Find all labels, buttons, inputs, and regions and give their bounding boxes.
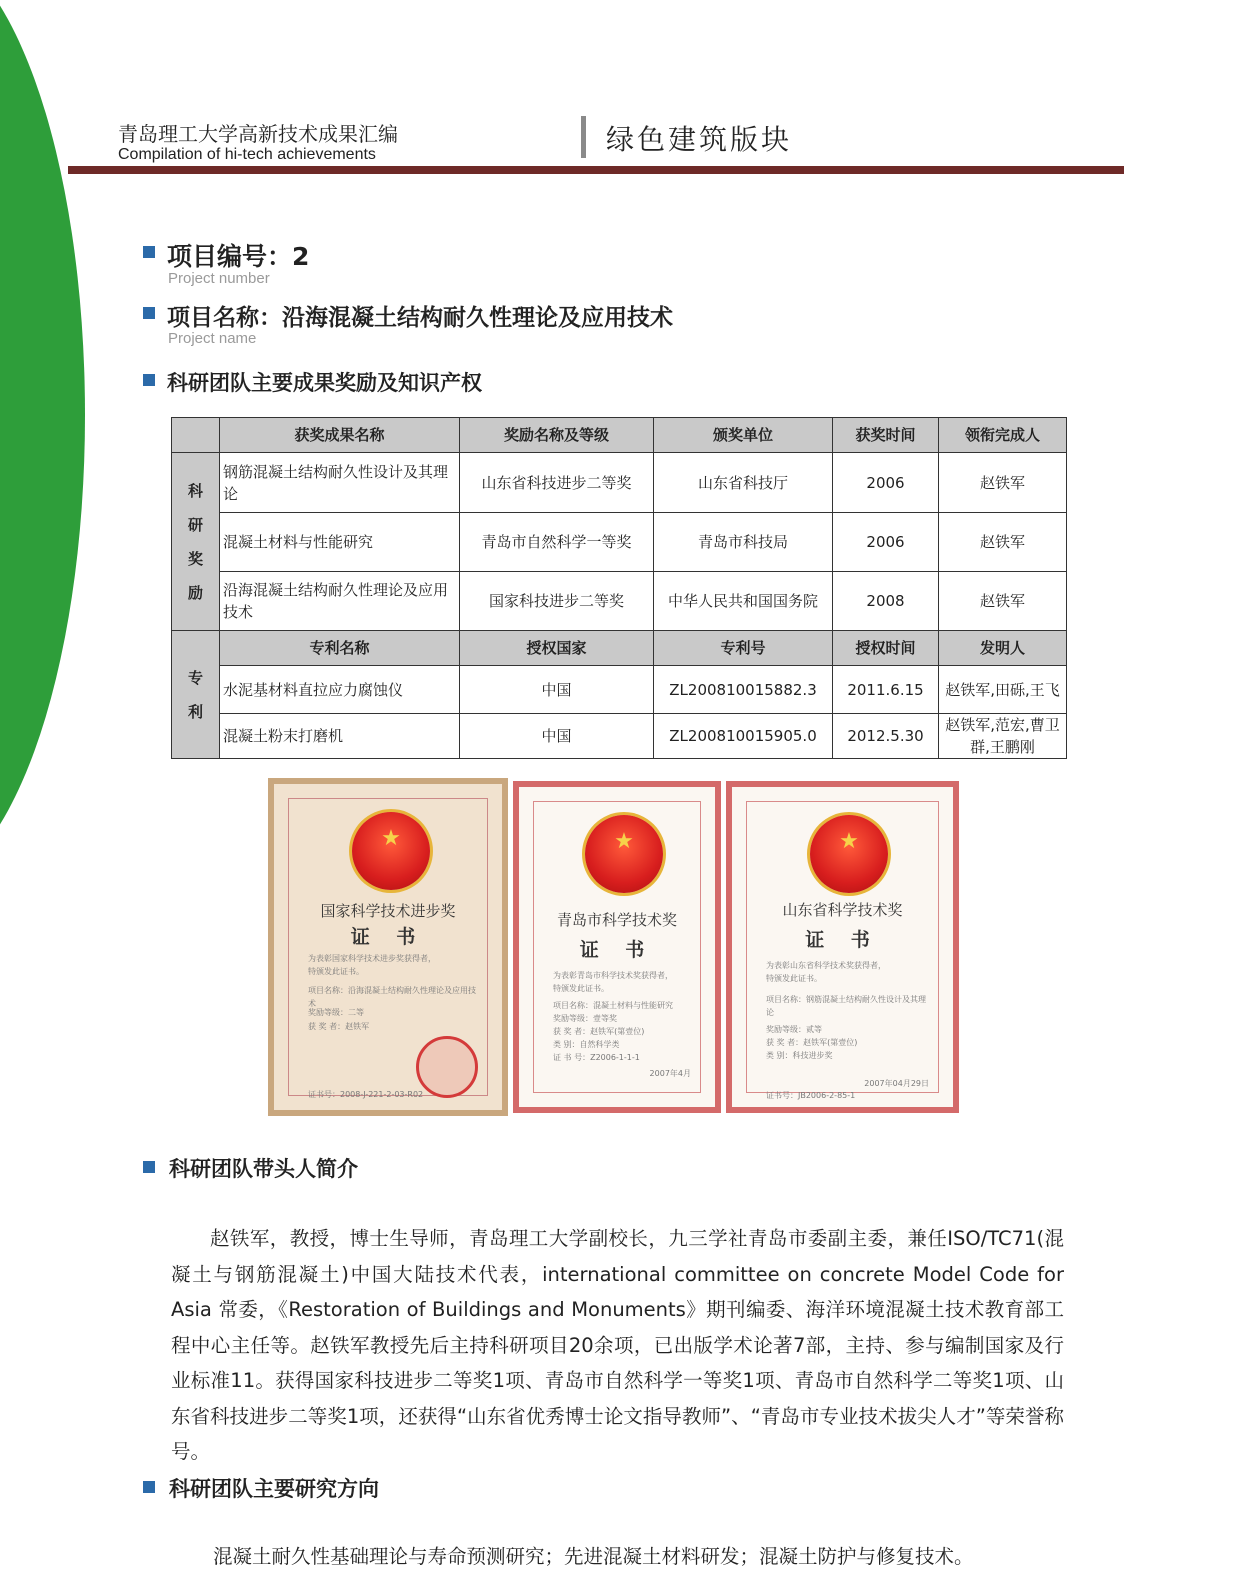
table-cell: 沿海混凝土结构耐久性理论及应用技术 xyxy=(220,572,460,631)
table-cell: 混凝土粉末打磨机 xyxy=(220,714,460,759)
certificate-title: 国家科学技术进步奖 xyxy=(320,902,456,920)
project-name-sub: Project name xyxy=(168,330,257,347)
column-header: 授权时间 xyxy=(833,631,939,666)
table-cell: 青岛市科技局 xyxy=(654,513,833,572)
project-number: 项目编号：2 xyxy=(167,242,310,271)
table-cell: 青岛市自然科学一等奖 xyxy=(460,513,654,572)
header-rule xyxy=(68,166,1124,174)
table-cell: 2011.6.15 xyxy=(833,666,939,714)
certificate-line: 项目名称：沿海混凝土结构耐久性理论及应用技术 xyxy=(308,986,476,1008)
project-name: 项目名称：沿海混凝土结构耐久性理论及应用技术 xyxy=(167,305,673,331)
certificate-line: 为表彰青岛市科学技术奖获得者， xyxy=(553,971,673,980)
side-char: 利 xyxy=(187,702,203,721)
table-cell: 2008 xyxy=(833,572,939,631)
side-char: 科 xyxy=(187,481,203,500)
side-char: 专 xyxy=(187,668,203,687)
certificate-line: 项目名称：钢筋混凝土结构耐久性设计及其理论 xyxy=(766,995,926,1017)
section-title: 绿色建筑版块 xyxy=(606,123,793,156)
column-header: 获奖成果名称 xyxy=(220,418,460,453)
awards-side-label xyxy=(172,453,220,631)
table-cell: 赵铁军 xyxy=(939,513,1067,572)
side-char: 励 xyxy=(187,583,203,602)
certificate-number: 证书号：JB2006-2-85-1 xyxy=(766,1091,856,1100)
certificate-number: 证书号：2008-J-221-2-03-R02 xyxy=(308,1090,424,1099)
national-emblem-icon: ★ xyxy=(352,812,430,890)
table-row xyxy=(172,572,1067,631)
leader-bio: 赵铁军，教授，博士生导师，青岛理工大学副校长，九三学社青岛市委副主委，兼任ISO/TC71(混凝土与钢筋混凝土)中国大陆技术代表，international committee on concrete Model Code for Asia 常委，《Restoration of Buildings and Monuments》期刊编委、海洋环境混凝土技术教育部工程中心主任等。赵铁军教授先后主持科研项目20余项，已出版学术论著7部，主持、参与编制国家及行业标准11。获得国家科技进步二等奖1项、青岛市自然科学一等奖1项、青岛市自然科学二等奖1项、山东省科技进步二等奖1项，还获得“山东省优秀博士论文指导教师”、“青岛市专业技术拔尖人才”等荣誉称号。 xyxy=(171,1227,1064,1463)
table-cell: 钢筋混凝土结构耐久性设计及其理论 xyxy=(220,453,460,513)
table-row xyxy=(172,513,1067,572)
table-row xyxy=(172,453,1067,513)
certificate-line: 为表彰国家科学技术进步奖获得者， xyxy=(308,954,436,963)
column-header: 专利号 xyxy=(654,631,833,666)
certificate-line: 获 奖 者：赵铁军(第壹位) xyxy=(553,1027,645,1036)
certificate-line: 奖励等级：贰等 xyxy=(766,1025,822,1034)
table-cell: ZL200810015905.0 xyxy=(654,714,833,759)
bullet-square-icon xyxy=(143,307,155,319)
certificate-book: 证 书 xyxy=(350,926,426,948)
certificate-line: 特颁发此证书。 xyxy=(766,974,822,983)
bullet-square-icon xyxy=(143,1481,155,1493)
direction-heading: 科研团队主要研究方向 xyxy=(169,1477,379,1501)
table-cell: 赵铁军,范宏,曹卫群,王鹏刚 xyxy=(939,714,1067,759)
header-divider xyxy=(581,116,586,158)
table-cell: 赵铁军,田砾,王飞 xyxy=(939,666,1067,714)
national-emblem-icon: ★ xyxy=(585,815,663,893)
table-cell: 2012.5.30 xyxy=(833,714,939,759)
table-cell: 山东省科技厅 xyxy=(654,453,833,513)
national-emblem-icon: ★ xyxy=(810,815,888,893)
table-cell: 中华人民共和国国务院 xyxy=(654,572,833,631)
table-row xyxy=(172,714,1067,759)
column-header: 奖励名称及等级 xyxy=(460,418,654,453)
certificate-line: 证 书 号：Z2006-1-1-1 xyxy=(553,1053,640,1062)
table-cell: 赵铁军 xyxy=(939,572,1067,631)
research-direction: 混凝土耐久性基础理论与寿命预测研究；先进混凝土材料研发；混凝土防护与修复技术。 xyxy=(213,1545,974,1568)
awards-table xyxy=(171,417,1067,759)
bullet-square-icon xyxy=(143,1161,155,1173)
awards-header-row xyxy=(172,418,1067,453)
patent-side-label xyxy=(172,631,220,759)
table-cell: 2006 xyxy=(833,513,939,572)
certificate-qingdao xyxy=(513,781,721,1113)
certificate-book: 证 书 xyxy=(805,929,880,951)
certificate-line: 奖励等级：壹等奖 xyxy=(553,1014,617,1023)
table-cell: ZL200810015882.3 xyxy=(654,666,833,714)
header-title-en: Compilation of hi-tech achievements xyxy=(118,146,376,163)
side-char: 研 xyxy=(187,515,203,534)
certificate-line: 为表彰山东省科学技术奖获得者， xyxy=(766,961,886,970)
certificate-date: 2007年04月29日 xyxy=(864,1079,929,1088)
certificate-line: 类 别：科技进步奖 xyxy=(766,1051,833,1060)
certificate-date: 2007年4月 xyxy=(649,1069,691,1078)
certificate-line: 类 别：自然科学类 xyxy=(553,1040,620,1049)
patent-header-row xyxy=(172,631,1067,666)
header-title-cn: 青岛理工大学高新技术成果汇编 xyxy=(118,122,398,146)
table-cell: 混凝土材料与性能研究 xyxy=(220,513,460,572)
certificate-line: 获 奖 者：赵铁军 xyxy=(308,1022,370,1031)
table-cell: 中国 xyxy=(460,666,654,714)
leader-heading: 科研团队带头人简介 xyxy=(169,1157,358,1181)
column-header: 授权国家 xyxy=(460,631,654,666)
awards-heading: 科研团队主要成果奖励及知识产权 xyxy=(167,371,482,395)
certificate-book: 证 书 xyxy=(579,939,655,961)
certificate-line: 奖励等级：二等 xyxy=(308,1008,364,1017)
side-char: 奖 xyxy=(187,549,203,568)
column-header: 领衔完成人 xyxy=(939,418,1067,453)
column-header: 颁奖单位 xyxy=(654,418,833,453)
table-cell: 赵铁军 xyxy=(939,453,1067,513)
certificate-title: 青岛市科学技术奖 xyxy=(556,911,677,929)
certificate-line: 特颁发此证书。 xyxy=(553,984,609,993)
side-header-blank xyxy=(172,418,220,453)
table-cell: 山东省科技进步二等奖 xyxy=(460,453,654,513)
certificate-title: 山东省科学技术奖 xyxy=(782,901,903,919)
table-cell: 2006 xyxy=(833,453,939,513)
green-decorative-arc xyxy=(0,0,85,890)
table-cell: 中国 xyxy=(460,714,654,759)
table-cell: 水泥基材料直拉应力腐蚀仪 xyxy=(220,666,460,714)
bullet-square-icon xyxy=(143,246,155,258)
project-number-sub: Project number xyxy=(168,270,270,287)
column-header: 专利名称 xyxy=(220,631,460,666)
bullet-square-icon xyxy=(143,374,155,386)
certificate-national xyxy=(268,778,508,1116)
table-row xyxy=(172,666,1067,714)
column-header: 获奖时间 xyxy=(833,418,939,453)
table-cell: 国家科技进步二等奖 xyxy=(460,572,654,631)
certificate-line: 项目名称：混凝土材料与性能研究 xyxy=(553,1001,673,1010)
column-header: 发明人 xyxy=(939,631,1067,666)
certificate-line: 获 奖 者：赵铁军(第壹位) xyxy=(766,1038,858,1047)
certificate-line: 特颁发此证书。 xyxy=(308,967,364,976)
certificate-shandong xyxy=(726,781,959,1113)
